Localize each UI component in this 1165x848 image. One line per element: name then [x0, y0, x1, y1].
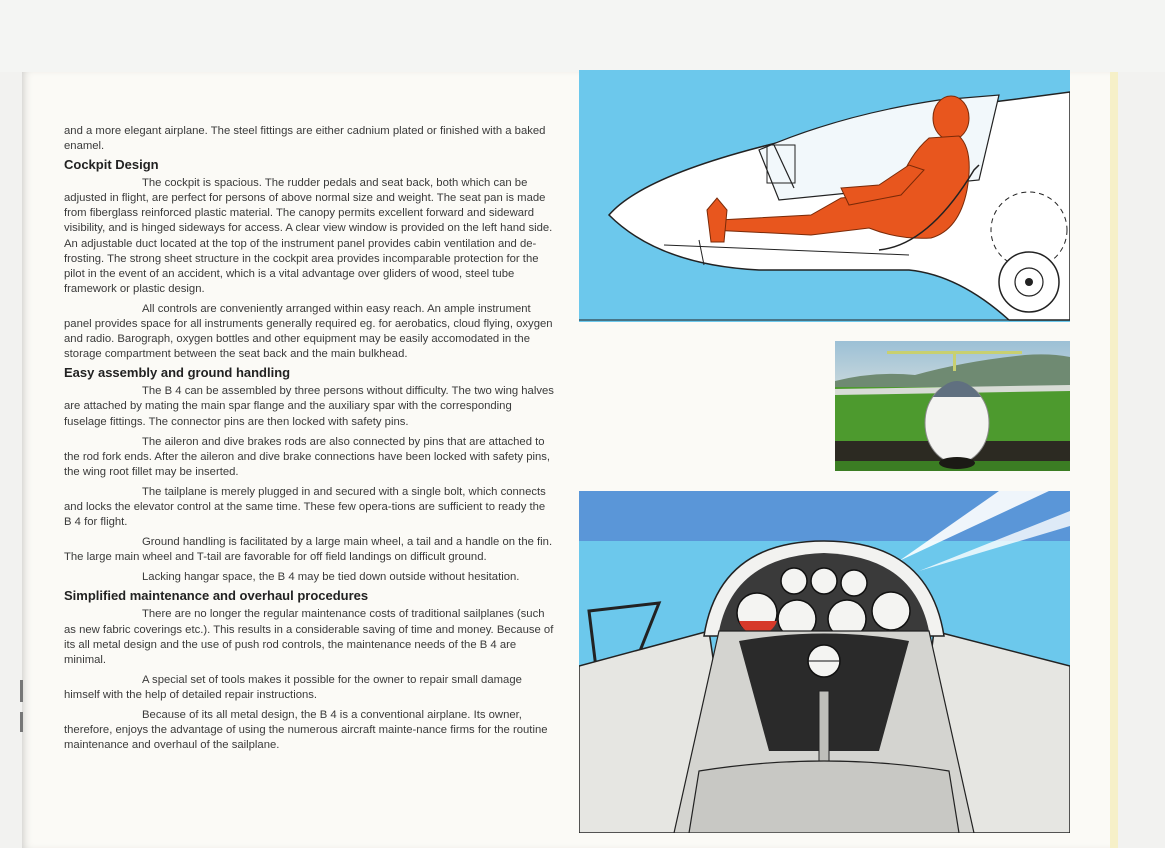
heading-easy-assembly: Easy assembly and ground handling: [64, 365, 291, 381]
text-column: [64, 124, 554, 753]
paragraph: Lacking hangar space, the B 4 may be tied down outside without hesitation.: [142, 571, 520, 584]
glider-photo: [835, 341, 1070, 471]
paragraph: A special set of tools makes it possible for the owner to repair small damage himself with the help of detailed repair instructions.: [64, 673, 522, 701]
scan-background: [0, 0, 1165, 72]
paragraph: The tailplane is merely plugged in and secured with a single bolt, which connects and locks the elevator control at the same time. These few opera-tions are sufficient to ready the B 4 for flight.: [64, 485, 546, 529]
instrument-panel-illustration: [579, 491, 1070, 833]
heading-cockpit-design: Cockpit Design: [64, 157, 159, 173]
paragraph: All controls are conveniently arranged within easy reach. An ample instrument panel provides space for all instruments generally required eg. for aerobatics, cloud flying, oxygen and radio. Barograph, oxygen bottles and other equipment may be easily accomodated in the storage compartment between the seat back and the main bulkhead.: [64, 302, 553, 361]
cockpit-side-illustration: [579, 70, 1070, 322]
page-edge: [1110, 72, 1118, 848]
paragraph: The aileron and dive brakes rods are also connected by pins that are attached to the rod fork ends. After the aileron and dive brake connections have been locked with safety pins, the wing root fillet may be inserted.: [64, 435, 551, 478]
binding-mark: [20, 712, 23, 732]
binding-mark: [20, 680, 23, 702]
paragraph: Ground handling is facilitated by a large main wheel, a tail and a handle on the fin. The large main wheel and T-tail are favorable for off field landings on difficult ground.: [64, 536, 553, 564]
paragraph: Because of its all metal design, the B 4 is a conventional airplane. Its owner, therefore, enjoys the advantage of using the numerous aircraft mainte-nance firms for the routine maintenance and overhaul of the sailplane.: [64, 709, 548, 752]
paragraph: The B 4 can be assembled by three persons without difficulty. The two wing halves are attached by mating the main spar flange and the auxiliary spar with the corresponding fuselage fittings. The connector pins are then locked with safety pins.: [64, 385, 554, 428]
heading-simplified-maintenance: Simplified maintenance and overhaul procedures: [64, 588, 369, 604]
intro-paragraph: and a more elegant airplane. The steel fittings are either cadnium plated or finished with a baked enamel.: [64, 125, 546, 153]
paragraph: The cockpit is spacious. The rudder pedals and seat back, both which can be adjusted in flight, are perfect for persons of above normal size and weight. The seat pan is made from fiberglass reinforced plastic material. The canopy permits excellent forward and sideward visibility, and is hinged sideways for access. A clear view window is provided on the left hand side. An adjustable duct located at the top of the instrument panel provides cabin ventilation and de-frosting. The strong sheet structure in the cockpit area provides incomparable protection for the pilot in the event of an accident, which is a vital advantage over gliders of wood, steel tube framework or plastic design.: [64, 177, 553, 295]
paragraph: There are no longer the regular maintenance costs of traditional sailplanes (such as new fabric coverings etc.). This results in a considerable saving of time and money. Because of its all metal design and the use of push rod controls, the maintenance needs of the B 4 are minimal.: [64, 608, 554, 666]
